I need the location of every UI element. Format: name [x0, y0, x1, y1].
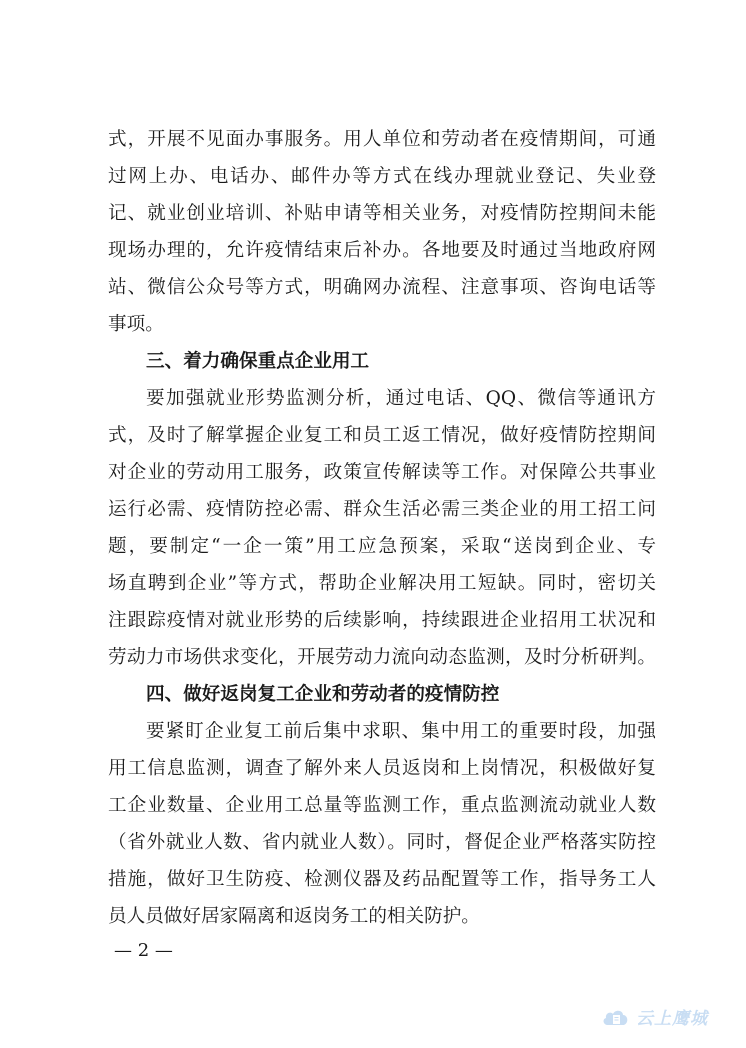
- paragraph-line: 劳动力市场供求变化，开展劳动力流向动态监测，及时分析研判。: [108, 647, 656, 668]
- paragraph-line: 站、微信公众号等方式，明确网办流程、注意事项、咨询电话等: [108, 277, 656, 298]
- paragraph-line: 过网上办、电话办、邮件办等方式在线办理就业登记、失业登: [108, 166, 656, 187]
- paragraph-line: 对企业的劳动用工服务，政策宣传解读等工作。对保障公共事业: [108, 462, 656, 483]
- paragraph-line: 式，及时了解掌握企业复工和员工返工情况，做好疫情防控期间: [108, 425, 656, 446]
- paragraph-line: 题，要制定“一企一策”用工应急预案，采取“送岗到企业、专: [108, 536, 656, 557]
- paragraph-line: 场直聘到企业”等方式，帮助企业解决用工短缺。同时，密切关: [108, 573, 656, 594]
- paragraph-line: 现场办理的，允许疫情结束后补办。各地要及时通过当地政府网: [108, 240, 656, 261]
- paragraph-line: 要加强就业形势监测分析，通过电话、QQ、微信等通讯方: [146, 388, 656, 409]
- section-heading-4: 四、做好返岗复工企业和劳动者的疫情防控: [146, 684, 500, 705]
- paragraph-line: 工企业数量、企业用工总量等监测工作，重点监测流动就业人数: [108, 795, 656, 816]
- paragraph-line: 记、就业创业培训、补贴申请等相关业务，对疫情防控期间未能: [108, 203, 656, 224]
- watermark: [600, 1000, 736, 1034]
- paragraph-line: （省外就业人数、省内就业人数）。同时，督促企业严格落实防控: [108, 832, 656, 853]
- cloud-document-icon: [600, 1003, 632, 1031]
- section-heading-3: 三、着力确保重点企业用工: [146, 351, 370, 372]
- paragraph-line: 用工信息监测，调查了解外来人员返岗和上岗情况，积极做好复: [108, 758, 656, 779]
- paragraph-line: 事项。: [108, 314, 164, 335]
- paragraph-line: 措施，做好卫生防疫、检测仪器及药品配置等工作，指导务工人: [108, 869, 656, 890]
- paragraph-line: 运行必需、疫情防控必需、群众生活必需三类企业的用工招工问: [108, 499, 656, 520]
- page-number: — 2 —: [114, 940, 173, 961]
- paragraph-line: 式，开展不见面办事服务。用人单位和劳动者在疫情期间，可通: [108, 129, 656, 150]
- paragraph-line: 员人员做好居家隔离和返岗务工的相关防护。: [108, 906, 480, 927]
- watermark-text: 云上鹰城: [636, 1009, 708, 1029]
- paragraph-line: 注跟踪疫情对就业形势的后续影响，持续跟进企业招用工状况和: [108, 610, 656, 631]
- paragraph-line: 要紧盯企业复工前后集中求职、集中用工的重要时段，加强: [146, 721, 656, 742]
